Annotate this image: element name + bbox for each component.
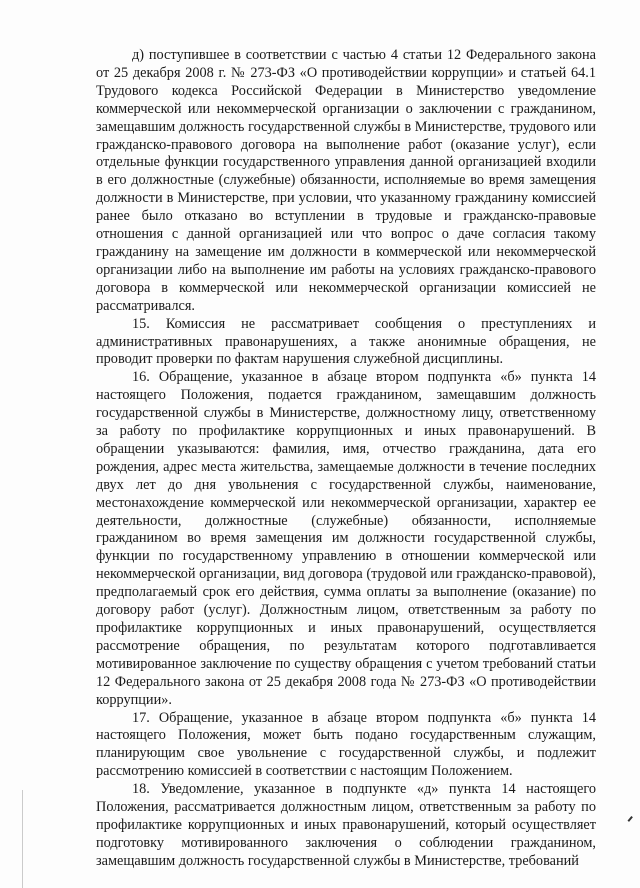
paragraph-item-16: 16. Обращение, указанное в абзаце втором подпункта «б» пункта 14 настоящего Положения, подается гражданином, замещавшим должность государственной службы в Министерстве, должностному лицу, ответственному за работу по профилактике коррупционных и иных правонарушений. В обращении указываются: фамилия, имя, отчество гражданина, дата его рождения, адрес места жительства, замещаемые должности в течение последних двух лет до дня увольнения с государственной службы, наименование, местонахождение коммерческой или некоммерческой организации, характер ее деятельности, должностные (служебные) обязанности, исполняемые гражданином во время замещения им должности государственной службы, функции по государственному управлению в отношении коммерческой или некоммерческой организации, вид договора (трудовой или гражданско-правовой), предполагаемый срок его действия, сумма оплаты за выполнение (оказание) по договору работ (услуг). Должностным лицом, ответственным за работу по профилактике коррупционных и иных правонарушений, осуществляется рассмотрение обращения, по результатам которого подготавливается мотивированное заключение по существу обращения с учетом требований статьи 12 Федерального закона от 25 декабря 2008 года № 273-ФЗ «О противодействии коррупции».: [96, 369, 596, 708]
paragraph-item-18: 18. Уведомление, указанное в подпункте «д» пункта 14 настоящего Положения, рассматривается должностным лицом, ответственным за работу по профилактике коррупционных и иных правонарушений, который осуществляет подготовку мотивированного заключения о соблюдении гражданином, замещавшим должность государственной службы в Министерстве, требований: [96, 781, 596, 869]
scan-artifact-mark: [627, 816, 632, 822]
scan-artifact-line: [22, 790, 23, 888]
paragraph-subitem-d: д) поступившее в соответствии с частью 4 статьи 12 Федерального закона от 25 декабря 2008 г. № 273-ФЗ «О противодействии коррупции» и статьей 64.1 Трудового кодекса Российской Федерации в Министерство уведомление коммерческой или некоммерческой организации о заключении с гражданином, замещавшим должность государственной службы в Министерстве, трудового или гражданско-правового договора на выполнение работ (оказание услуг), если отдельные функции государственного управления данной организацией входили в его должностные (служебные) обязанности, исполняемые во время замещения должности в Министерстве, при условии, что указанному гражданину комиссией ранее было отказано во вступлении в трудовые и гражданско-правовые отношения с данной организацией или что вопрос о даче согласия такому гражданину на замещение им должности в коммерческой или некоммерческой организации либо на выполнение им работы на условиях гражданско-правового договора в коммерческой или некоммерческой организации комиссией не рассматривался.: [96, 47, 596, 314]
document-body: [96, 47, 596, 871]
paragraph-item-17: 17. Обращение, указанное в абзаце втором подпункта «б» пункта 14 настоящего Положения, может быть подано государственным служащим, планирующим свое увольнение с государственной службы, и подлежит рассмотрению комиссией в соответствии с настоящим Положением.: [96, 709, 596, 780]
paragraph-item-15: 15. Комиссия не рассматривает сообщения о преступлениях и административных правонарушениях, а также анонимные обращения, не проводит проверки по фактам нарушения служебной дисциплины.: [96, 315, 596, 368]
